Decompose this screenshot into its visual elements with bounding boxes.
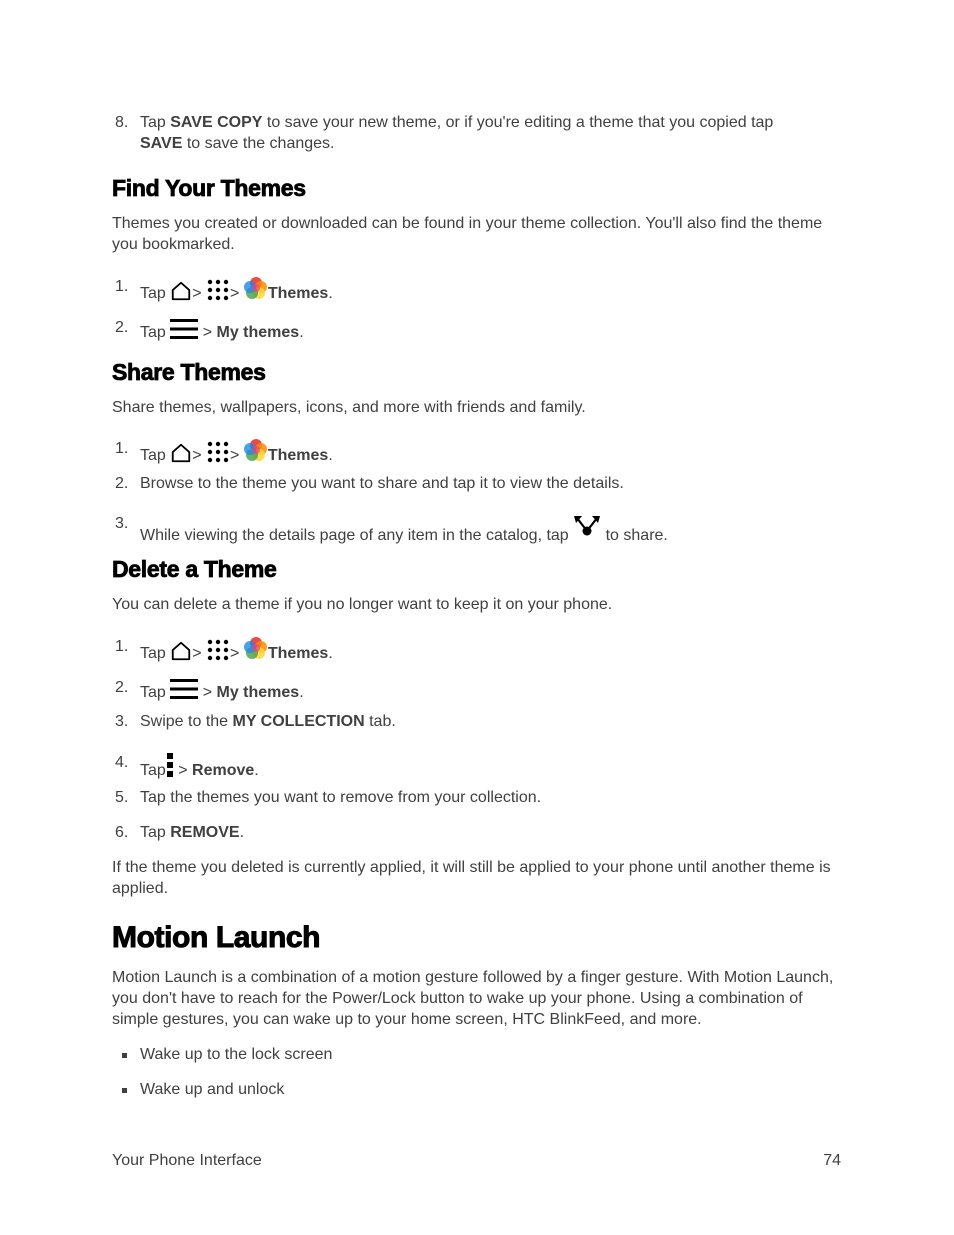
step-number: 1. <box>115 638 129 655</box>
step-text: . <box>299 324 304 341</box>
remove-button-label: REMOVE <box>170 824 240 841</box>
list-item: Wake up and unlock <box>140 1081 285 1098</box>
my-themes-label: My themes <box>216 684 300 701</box>
delete-theme-intro: You can delete a theme if you no longer want to keep it on your phone. <box>112 596 613 613</box>
my-collection-label: MY COLLECTION <box>232 713 365 730</box>
step-number: 2. <box>115 679 129 696</box>
bullet-marker <box>122 1088 127 1093</box>
separator: > <box>230 645 240 662</box>
find-step-2 <box>140 317 304 343</box>
themes-label: Themes <box>267 645 329 662</box>
my-themes-label: My themes <box>216 324 300 341</box>
step-text: . <box>239 824 245 841</box>
separator: > <box>192 447 202 464</box>
step-text: Tap <box>140 645 166 662</box>
themes-label: Themes <box>267 447 329 464</box>
step-text: to share. <box>605 527 668 544</box>
step-8-text <box>140 112 840 154</box>
themes-app-icon <box>244 276 268 300</box>
share-icon <box>573 514 601 538</box>
themes-app-icon <box>244 438 268 462</box>
step-number: 2. <box>115 475 129 492</box>
delete-theme-note: If the theme you deleted is currently applied, it will still be applied to your phone until another theme is applied. <box>112 859 831 897</box>
separator: > <box>230 285 240 302</box>
list-item: Wake up to the lock screen <box>140 1046 333 1063</box>
bullet-marker <box>122 1053 127 1058</box>
apps-grid-icon <box>206 278 230 302</box>
save-copy-label: SAVE COPY <box>170 114 263 131</box>
share-step-2: Browse to the theme you want to share and tap it to view the details. <box>140 475 624 492</box>
more-vertical-icon <box>166 753 174 777</box>
section-heading-find-themes: Find Your Themes <box>112 175 306 201</box>
step-number: 6. <box>115 824 129 841</box>
step-text: Swipe to the <box>140 713 233 730</box>
step-number: 5. <box>115 789 129 806</box>
footer-section-title: Your Phone Interface <box>112 1152 262 1169</box>
find-themes-intro: Themes you created or downloaded can be found in your theme collection. You'll also find the theme you bookmarked. <box>112 215 823 253</box>
step-number: 3. <box>115 515 129 532</box>
apps-grid-icon <box>206 638 230 662</box>
step-text: Tap <box>140 824 171 841</box>
menu-icon <box>170 677 198 701</box>
themes-app-icon <box>244 636 268 660</box>
step-text: . <box>254 762 259 779</box>
step-number: 3. <box>115 713 129 730</box>
step-text: Tap <box>140 324 166 341</box>
step-text: to save your new theme, or if you're editing a theme that you copied tap <box>262 114 774 131</box>
step-text: . <box>328 645 333 662</box>
motion-launch-intro: Motion Launch is a combination of a motion gesture followed by a finger gesture. With Motion Launch, you don't have to reach for the Power/Lock button to wake up your phone. Using a combination of simple gestures, you can wake up to your home screen, HTC BlinkFeed, and more. <box>112 969 834 1028</box>
separator: > <box>202 684 213 701</box>
step-number: 1. <box>115 440 129 457</box>
separator: > <box>192 645 202 662</box>
themes-label: Themes <box>267 285 329 302</box>
step-text: Tap <box>140 762 166 779</box>
delete-step-3 <box>140 711 396 732</box>
step-text: to save the changes. <box>182 135 335 152</box>
step-text: . <box>328 447 333 464</box>
share-step-3 <box>140 514 668 546</box>
step-text: Tap <box>140 285 166 302</box>
separator: > <box>230 447 240 464</box>
separator: > <box>202 324 213 341</box>
step-text: Tap <box>140 684 166 701</box>
home-icon <box>170 442 192 464</box>
page-heading-motion-launch: Motion Launch <box>112 921 321 954</box>
remove-label: Remove <box>192 762 255 779</box>
home-icon <box>170 640 192 662</box>
delete-step-4 <box>140 753 259 781</box>
save-label: SAVE <box>140 135 183 152</box>
share-themes-intro: Share themes, wallpapers, icons, and more with friends and family. <box>112 399 586 416</box>
page-number: 74 <box>823 1152 841 1169</box>
section-heading-share-themes: Share Themes <box>112 359 266 385</box>
step-number: 1. <box>115 278 129 295</box>
delete-step-2 <box>140 677 304 703</box>
step-text: . <box>328 285 333 302</box>
delete-step-5: Tap the themes you want to remove from your collection. <box>140 789 542 806</box>
section-heading-delete-theme: Delete a Theme <box>112 556 277 582</box>
share-step-1 <box>140 438 333 466</box>
step-number: 8. <box>115 114 129 131</box>
separator: > <box>192 285 202 302</box>
step-text: tab. <box>364 713 396 730</box>
separator: > <box>178 762 188 779</box>
home-icon <box>170 280 192 302</box>
step-text: Tap <box>140 114 171 131</box>
step-text: Tap <box>140 447 166 464</box>
step-number: 4. <box>115 754 129 771</box>
step-text: While viewing the details page of any item in the catalog, tap <box>140 527 569 544</box>
apps-grid-icon <box>206 440 230 464</box>
delete-step-6 <box>140 822 244 843</box>
delete-step-1 <box>140 636 333 664</box>
find-step-1 <box>140 276 333 304</box>
menu-icon <box>170 317 198 341</box>
step-text: . <box>299 684 304 701</box>
step-number: 2. <box>115 319 129 336</box>
